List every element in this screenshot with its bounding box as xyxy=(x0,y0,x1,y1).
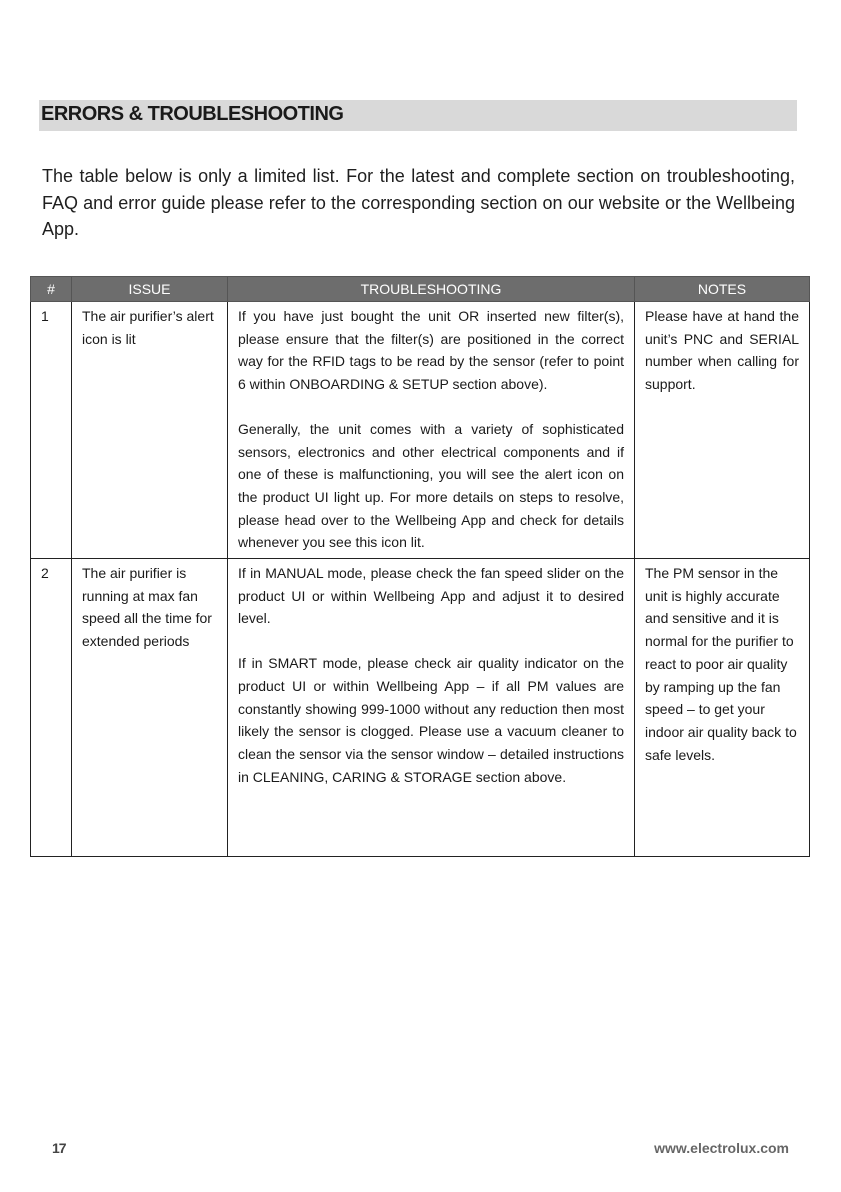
notes-cell: Please have at hand the unit’s PNC and SERIAL number when calling for support. xyxy=(635,302,810,559)
troubleshooting-paragraph: Generally, the unit comes with a variety of sophisticated sensors, electronics and other electrical components and if one of these is malfunctioning, you will see the alert icon on the product UI light up. For more details on steps to resolve, please head over to the Wellbeing App and check for details whenever you see this icon lit. xyxy=(238,420,624,551)
notes-cell: The PM sensor in the unit is highly accurate and sensitive and it is normal for the purifier to react to poor air quality by ramping up the fan speed – to get your indoor air quality back to safe levels. xyxy=(635,559,810,857)
issue-cell: The air purifier is running at max fan speed all the time for extended periods xyxy=(72,559,228,857)
header-number: # xyxy=(31,277,72,302)
section-title: ERRORS & TROUBLESHOOTING xyxy=(41,103,344,125)
troubleshooting-table xyxy=(30,276,810,857)
header-notes: NOTES xyxy=(635,277,810,302)
troubleshooting-cell xyxy=(228,302,635,559)
table-row xyxy=(31,302,810,559)
troubleshooting-paragraph: If you have just bought the unit OR inserted new filter(s), please ensure that the filter(s) are positioned in the correct way for the RFID tags to be read by the sensor (refer to point 6 within ONBOARDING & SETUP section above). xyxy=(238,308,624,393)
header-issue: ISSUE xyxy=(72,277,228,302)
section-heading-bar xyxy=(39,100,797,131)
troubleshooting-paragraph: If in MANUAL mode, please check the fan speed slider on the product UI or within Wellbeing App and adjust it to desired level. xyxy=(238,565,624,627)
website-link[interactable]: www.electrolux.com xyxy=(654,1140,789,1156)
header-troubleshooting: TROUBLESHOOTING xyxy=(228,277,635,302)
troubleshooting-cell xyxy=(228,559,635,857)
row-number: 1 xyxy=(31,302,72,559)
page-number: 17 xyxy=(52,1140,66,1156)
intro-paragraph: The table below is only a limited list. For the latest and complete section on troubleshooting, FAQ and error guide please refer to the corresponding section on our website or the Wellbeing App. xyxy=(42,166,795,239)
troubleshooting-paragraph: If in SMART mode, please check air quality indicator on the product UI or within Wellbeing App – if all PM values are constantly showing 999-1000 without any reduction then most likely the sensor is clogged. Please use a vacuum cleaner to clean the sensor via the sensor window – detailed instructions in CLEANING, CARING & STORAGE section above. xyxy=(238,655,624,785)
table-row xyxy=(31,559,810,857)
table-header-row xyxy=(31,277,810,302)
row-number: 2 xyxy=(31,559,72,857)
issue-cell: The air purifier’s alert icon is lit xyxy=(72,302,228,559)
